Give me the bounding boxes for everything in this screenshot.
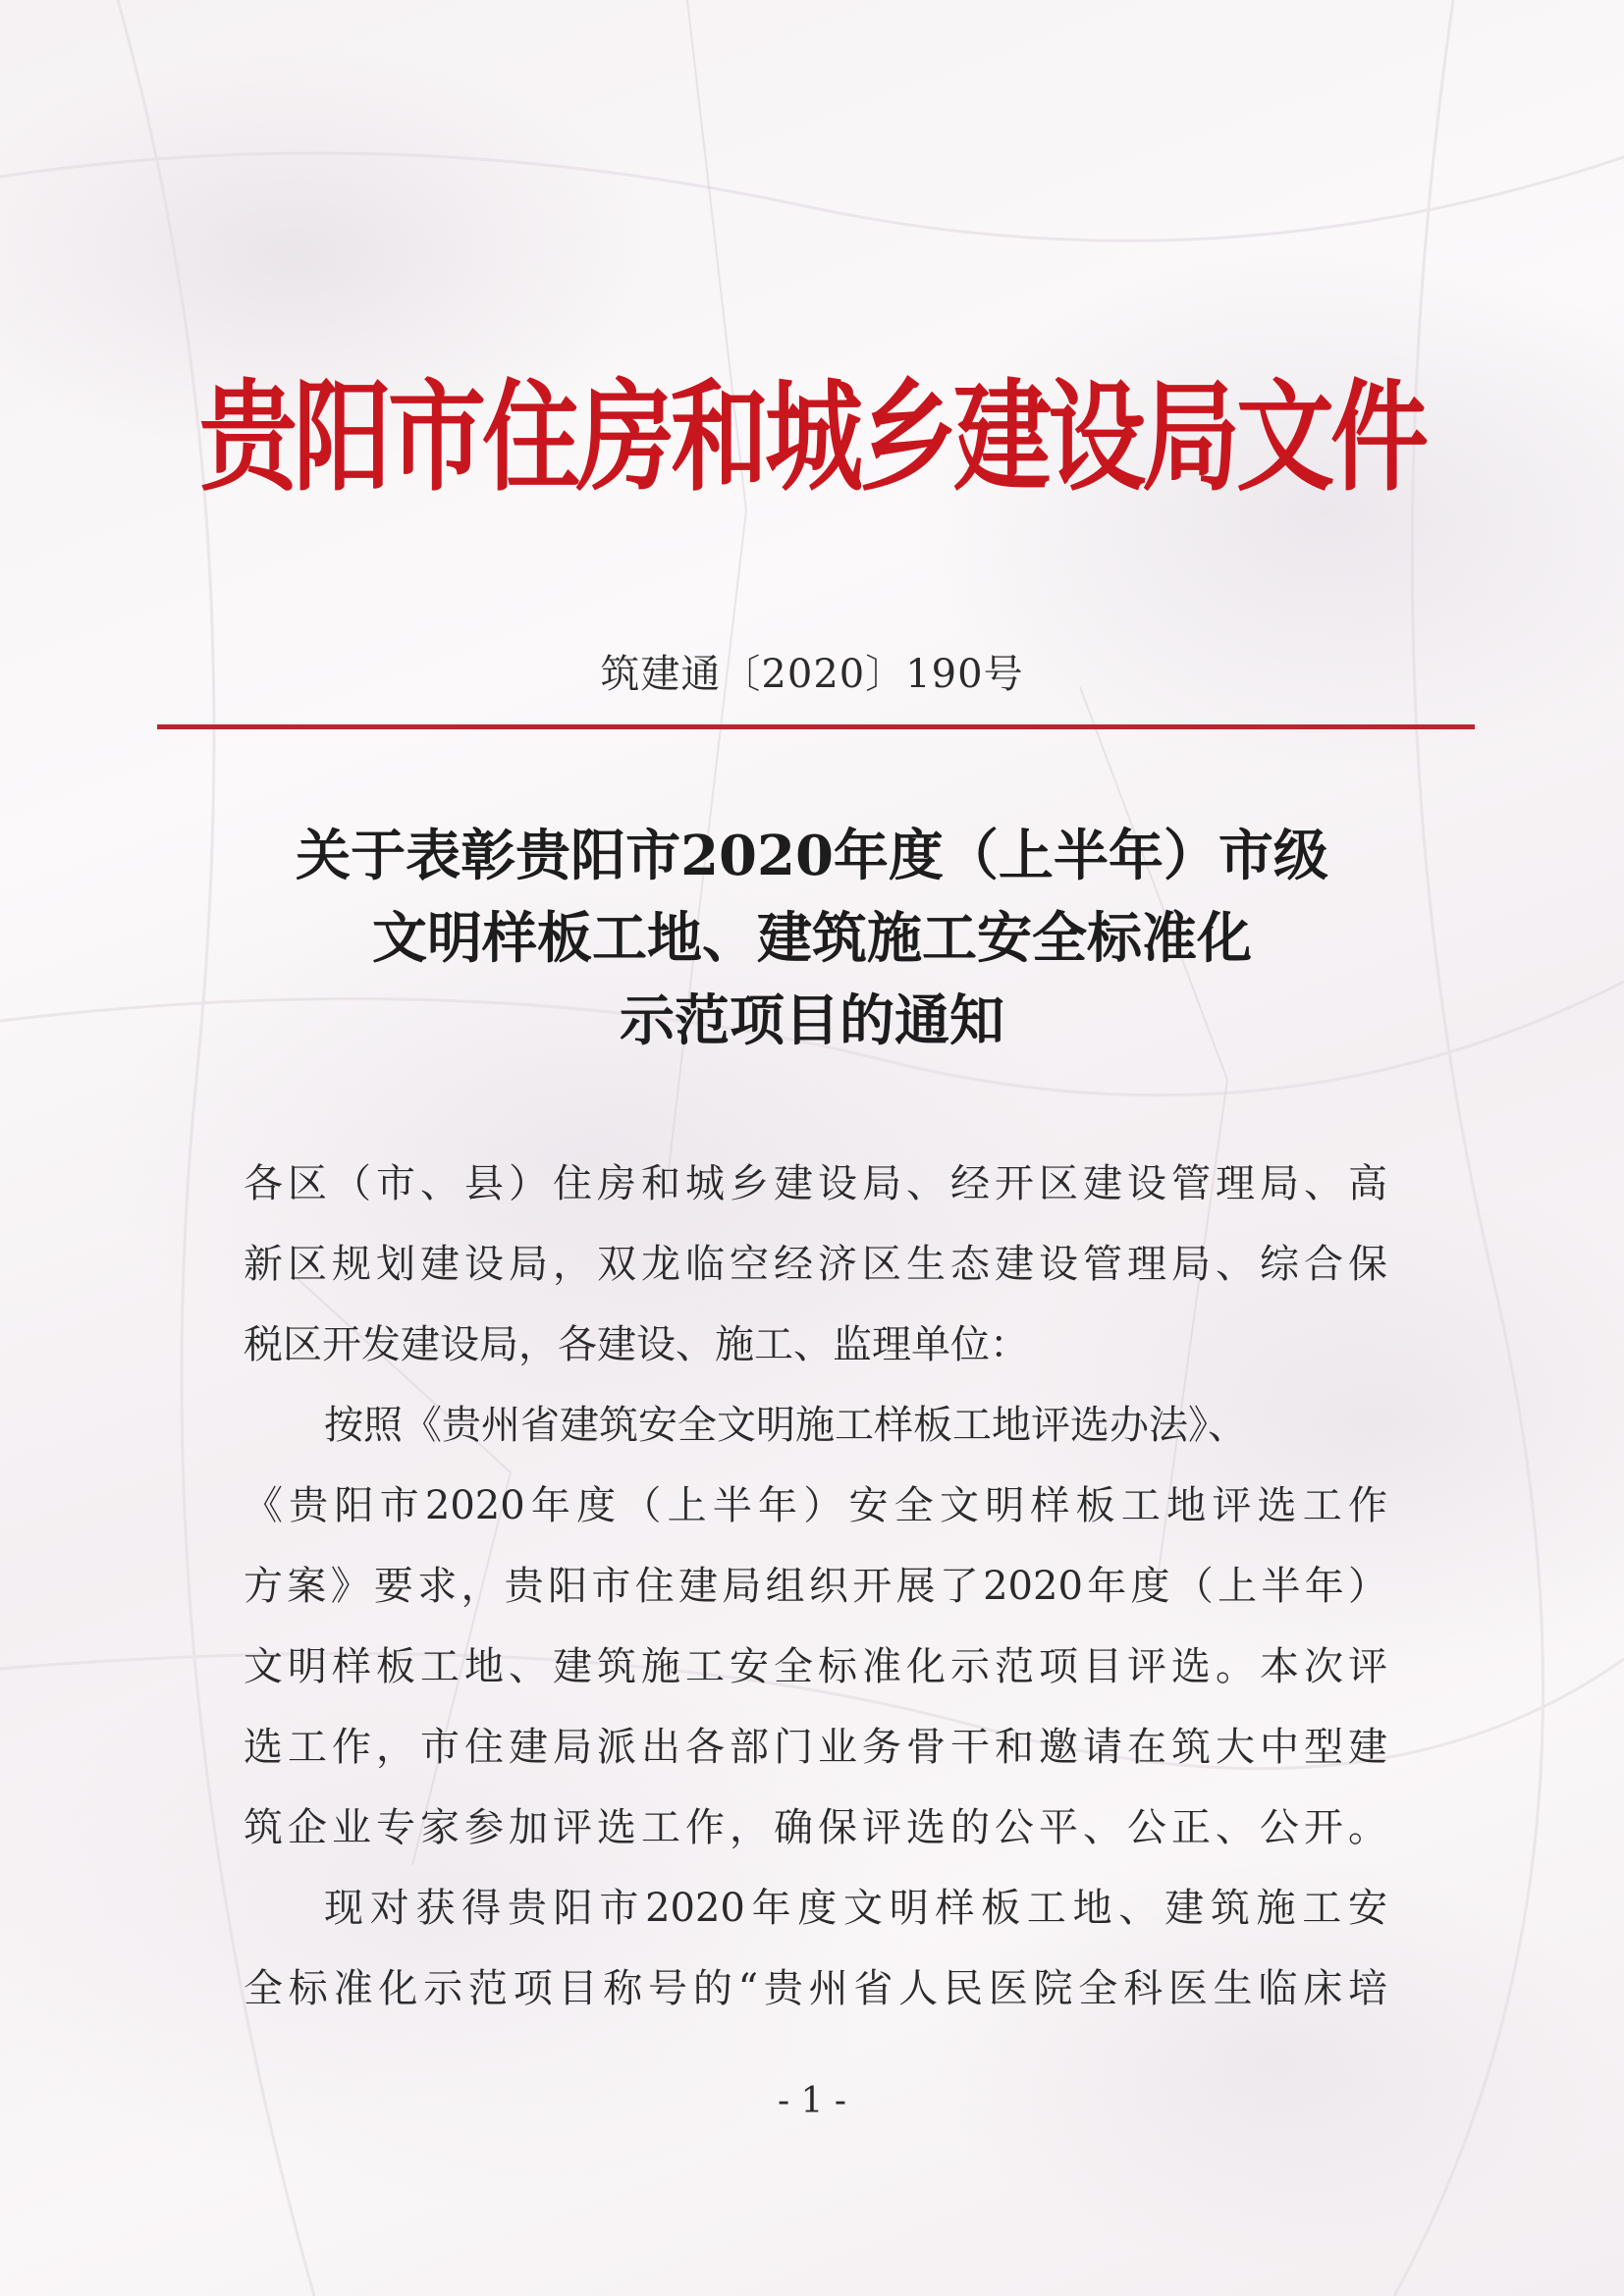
body-line: 按照《贵州省建筑安全文明施工样板工地评选办法》、: [324, 1403, 1247, 1448]
page-number: - 1 -: [777, 2081, 847, 2121]
notice-title-line: 示范项目的通知: [620, 988, 1004, 1053]
body-line: 新区规划建设局，双龙临空经济区生态建设管理局、综合保: [244, 1242, 1387, 1287]
document-number: 筑建通〔2020〕190号: [600, 652, 1024, 697]
body-line: 筑企业专家参加评选工作，确保评选的公平、公正、公开。: [244, 1805, 1387, 1850]
body-line: 各区（市、县）住房和城乡建设局、经开区建设管理局、高: [244, 1161, 1387, 1206]
body-line: 方案》要求，贵阳市住建局组织开展了2020年度（上半年）: [244, 1564, 1387, 1609]
body-line: 全标准化示范项目称号的“贵州省人民医院全科医生临床培: [244, 1966, 1387, 2011]
document-header-title: 贵阳市住房和城乡建设局文件: [199, 366, 1425, 508]
body-line: 《贵阳市2020年度（上半年）安全文明样板工地评选工作: [244, 1483, 1387, 1528]
notice-title-line: 文明样板工地、建筑施工安全标准化: [372, 906, 1252, 971]
body-line: 文明样板工地、建筑施工安全标准化示范项目评选。本次评: [244, 1644, 1387, 1689]
body-line: 现对获得贵阳市2020年度文明样板工地、建筑施工安: [324, 1886, 1387, 1931]
body-line: 税区开发建设局，各建设、施工、监理单位：: [244, 1322, 1029, 1367]
notice-title: [0, 815, 1624, 1062]
notice-body: [244, 1144, 1387, 2029]
notice-title-line: 关于表彰贵阳市2020年度（上半年）市级: [296, 824, 1328, 888]
red-divider-line: [157, 724, 1475, 729]
body-line: 选工作，市住建局派出各部门业务骨干和邀请在筑大中型建: [244, 1725, 1387, 1770]
